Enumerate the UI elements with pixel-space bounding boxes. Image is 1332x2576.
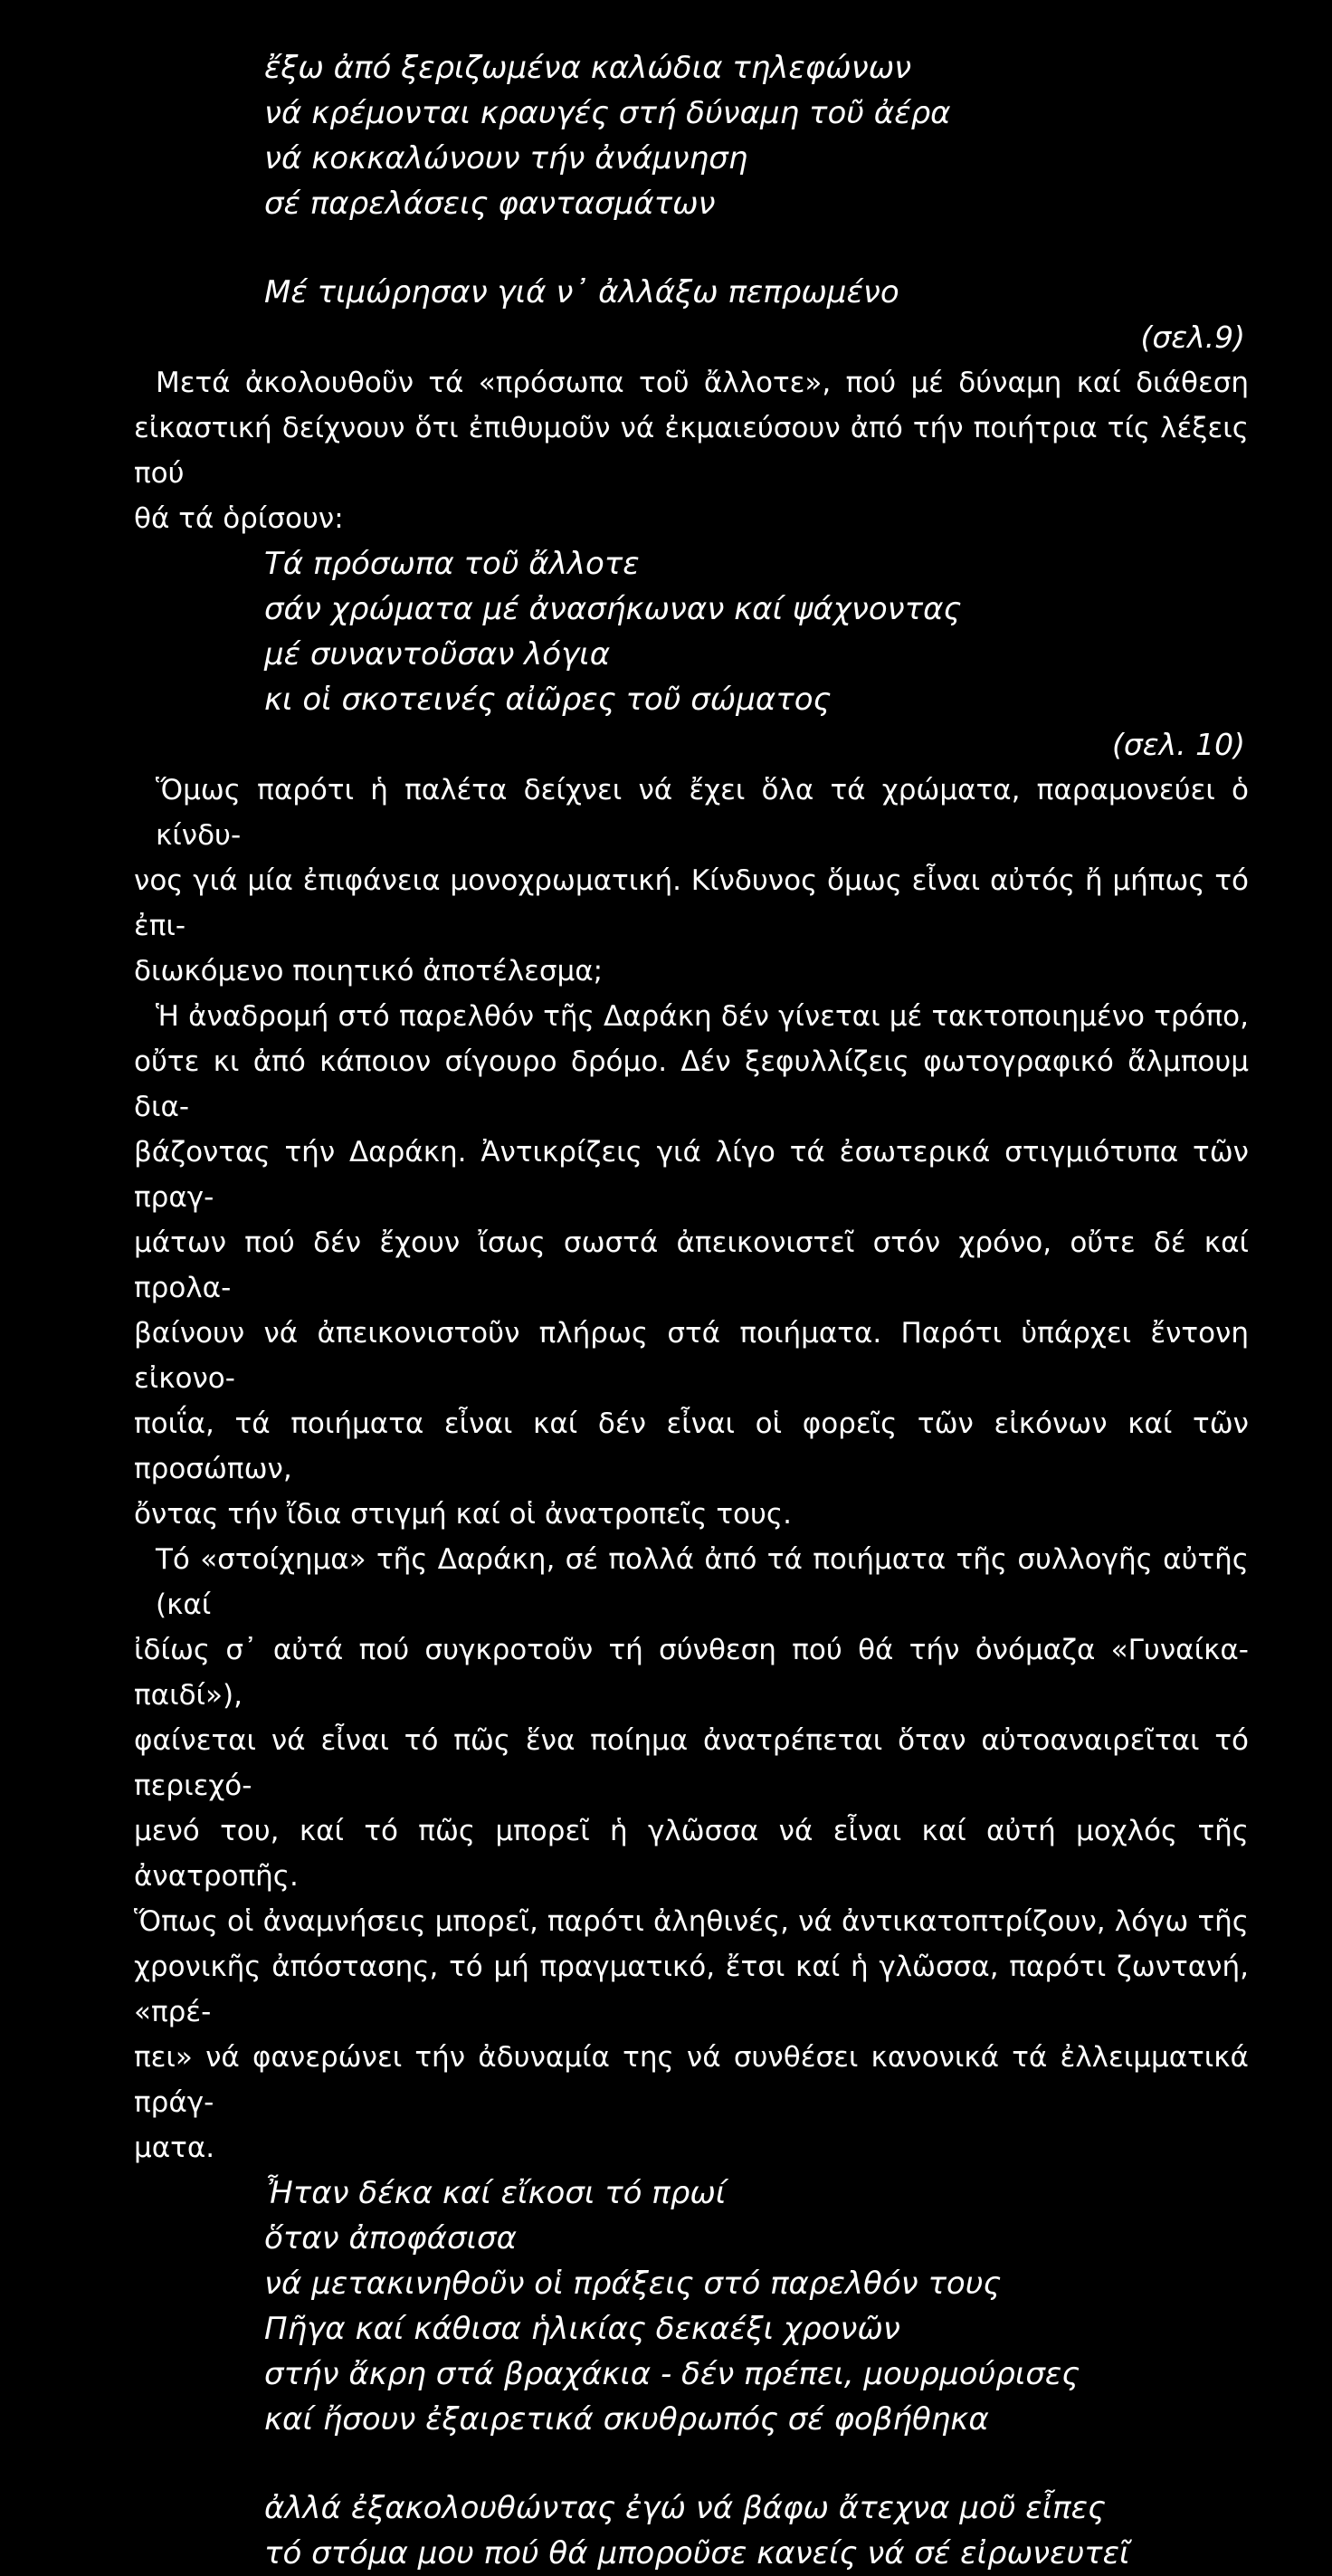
paragraph-2 — [134, 768, 1249, 994]
verse-line: στήν ἄκρη στά βραχάκια - δέν πρέπει, μουρμούρισες — [264, 2356, 1080, 2392]
stanza-gap — [134, 2442, 1249, 2485]
verse-line: Τά πρόσωπα τοῦ ἄλλοτε — [264, 546, 640, 582]
verse-line: ἀλλά ἐξακολουθώντας ἐγώ νά βάφω ἄτεχνα μοῦ εἶπες — [264, 2490, 1106, 2526]
verse-line: μέ συναντοῦσαν λόγια — [264, 636, 611, 673]
verse-line: κι οἱ σκοτεινές αἰῶρες τοῦ σώματος — [264, 682, 832, 718]
paragraph-line: Ἡ ἀναδρομή στό παρελθόν τῆς Δαράκη δέν γίνεται μέ τακτοποιημένο τρόπο, — [156, 1000, 1249, 1033]
poem-excerpt-4 — [264, 2485, 1249, 2576]
paragraph-line: θά τά ὁρίσουν: — [134, 502, 344, 535]
paragraph-line: μενό του, καί τό πῶς μπορεῖ ἡ γλῶσσα νά εἶναι καί αὐτή μοχλός τῆς ἀνατροπῆς. — [134, 1815, 1249, 1893]
verse-line: Μέ τιμώρησαν γιά ν᾽ ἀλλάξω πεπρωμένο — [264, 274, 899, 310]
poem-excerpt-1 — [264, 45, 1249, 226]
paragraph-line: Ὅπως οἱ ἀναμνήσεις μπορεῖ, παρότι ἀληθινές, νά ἀντικατοπτρίζουν, λόγω τῆς — [134, 1905, 1249, 1938]
verse-line: σέ παρελάσεις φαντασμάτων — [264, 186, 716, 222]
paragraph-line: Τό «στοίχημα» τῆς Δαράκη, σέ πολλά ἀπό τά ποιήματα τῆς συλλογῆς αὐτῆς (καί — [156, 1543, 1249, 1621]
verse-line: νά κοκκαλώνουν τήν ἀνάμνηση — [264, 140, 748, 177]
paragraph-3 — [134, 994, 1249, 1537]
paragraph-line: πει» νά φανερώνει τήν ἀδυναμία της νά συνθέσει κανονικά τά ἐλλειμματικά πράγ- — [134, 2041, 1249, 2119]
paragraph-line: ἰδίως σ᾽ αὐτά πού συγκροτοῦν τή σύνθεση πού θά τήν ὀνόμαζα «Γυναίκα-παιδί»), — [134, 1634, 1249, 1712]
verse-line: ὅταν ἀποφάσισα — [264, 2220, 518, 2256]
paragraph-line: εἰκαστική δείχνουν ὅτι ἐπιθυμοῦν νά ἐκμαιεύσουν ἀπό τήν ποιήτρια τίς λέξεις πού — [134, 412, 1249, 490]
verse-line: τό στόμα μου πού θά μποροῦσε κανείς νά σέ εἰρωνευτεῖ — [264, 2535, 1130, 2571]
paragraph-1 — [134, 360, 1249, 541]
verse-line: καί ἤσουν ἐξαιρετικά σκυθρωπός σέ φοβήθηκα — [264, 2401, 989, 2438]
paragraph-line: μάτων πού δέν ἔχουν ἴσως σωστά ἀπεικονιστεῖ στόν χρόνο, οὔτε δέ καί προλα- — [134, 1226, 1249, 1304]
paragraph-line: βαίνουν νά ἀπεικονιστοῦν πλήρως στά ποιήματα. Παρότι ὑπάρχει ἔντονη εἰκονο- — [134, 1317, 1249, 1395]
verse-line: Πῆγα καί κάθισα ἡλικίας δεκαέξι χρονῶν — [264, 2311, 900, 2347]
stanza-gap — [134, 226, 1249, 270]
paragraph-line: Μετά ἀκολουθοῦν τά «πρόσωπα τοῦ ἄλλοτε», πού μέ δύναμη καί διάθεση — [156, 367, 1249, 399]
verse-line: νά μετακινηθοῦν οἱ πράξεις στό παρελθόν τους — [264, 2266, 1002, 2302]
verse-line: Ἦταν δέκα καί εἴκοσι τό πρωί — [264, 2175, 727, 2211]
poem-excerpt-3 — [264, 2171, 1249, 2442]
poem-excerpt-1b — [264, 270, 1249, 315]
paragraph-line: νος γιά μία ἐπιφάνεια μονοχρωματική. Κίνδυνος ὅμως εἶναι αὐτός ἤ μήπως τό ἐπι- — [134, 864, 1249, 942]
paragraph-line: ποιΐα, τά ποιήματα εἶναι καί δέν εἶναι οἱ φορεῖς τῶν εἰκόνων καί τῶν προσώπων, — [134, 1407, 1249, 1485]
paragraph-line: ὄντας τήν ἴδια στιγμή καί οἱ ἀνατροπεῖς τους. — [134, 1498, 792, 1531]
document-page — [134, 45, 1249, 2576]
paragraph-line: φαίνεται νά εἶναι τό πῶς ἕνα ποίημα ἀνατρέπεται ὅταν αὐτοαναιρεῖται τό περιεχό- — [134, 1724, 1249, 1802]
paragraph-line: ματα. — [134, 2132, 215, 2164]
paragraph-line: βάζοντας τήν Δαράκη. Ἀντικρίζεις γιά λίγο τά ἐσωτερικά στιγμιότυπα τῶν πραγ- — [134, 1136, 1249, 1214]
page-reference-2: (σελ. 10) — [1111, 727, 1245, 762]
verse-line: νά κρέμονται κραυγές στή δύναμη τοῦ ἀέρα — [264, 95, 951, 131]
verse-line: ἔξω ἀπό ξεριζωμένα καλώδια τηλεφώνων — [264, 50, 912, 86]
paragraph-line: οὔτε κι ἀπό κάποιον σίγουρο δρόμο. Δέν ξεφυλλίζεις φωτογραφικό ἄλμπουμ δια- — [134, 1045, 1249, 1123]
paragraph-line: Ὅμως παρότι ἡ παλέτα δείχνει νά ἔχει ὅλα τά χρώματα, παραμονεύει ὁ κίνδυ- — [156, 774, 1249, 852]
paragraph-line: χρονικῆς ἀπόστασης, τό μή πραγματικό, ἔτσι καί ἡ γλῶσσα, παρότι ζωντανή, «πρέ- — [134, 1951, 1249, 2028]
paragraph-4 — [134, 1537, 1249, 2171]
page-reference-1: (σελ.9) — [1140, 320, 1245, 355]
verse-line: σάν χρώματα μέ ἀνασήκωναν καί ψάχνοντας — [264, 591, 962, 627]
poem-excerpt-2 — [264, 541, 1249, 722]
paragraph-line: διωκόμενο ποιητικό ἀποτέλεσμα; — [134, 955, 604, 987]
